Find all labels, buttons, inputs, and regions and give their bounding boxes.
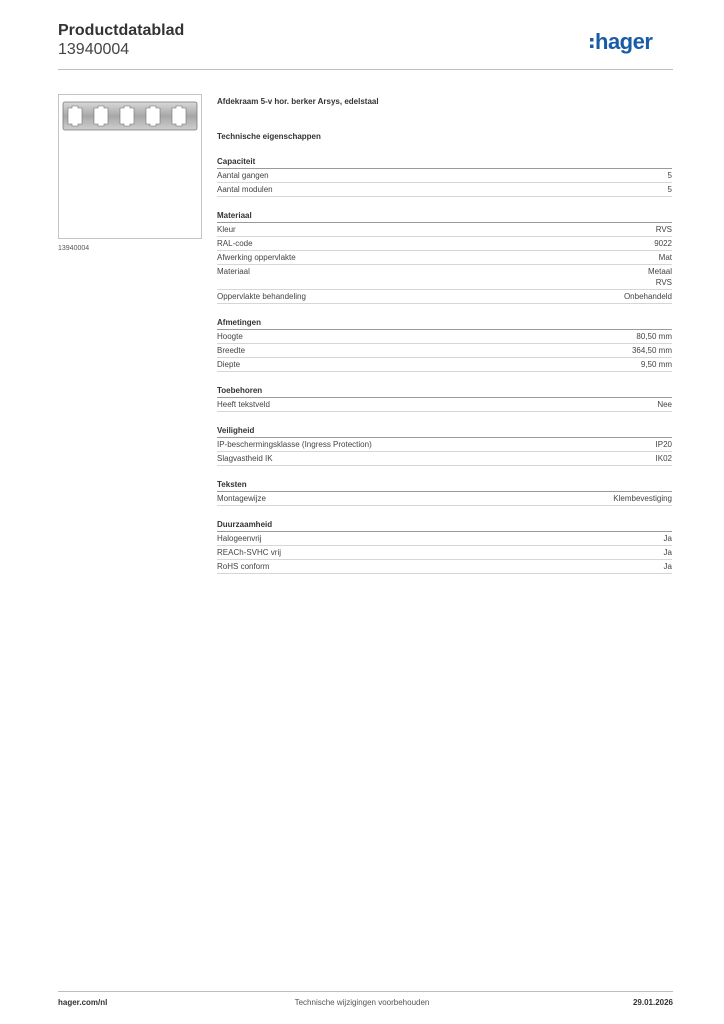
spec-label: Oppervlakte behandeling bbox=[217, 292, 306, 301]
group-capaciteit bbox=[217, 156, 672, 197]
group-title: Duurzaamheid bbox=[217, 519, 672, 532]
group-title: Teksten bbox=[217, 479, 672, 492]
group-duurzaamheid bbox=[217, 519, 672, 574]
spec-row bbox=[217, 265, 672, 290]
footer-disclaimer: Technische wijzigingen voorbehouden bbox=[294, 998, 430, 1007]
spec-label: IP-beschermingsklasse (Ingress Protection) bbox=[217, 440, 372, 449]
spec-row bbox=[217, 358, 672, 372]
footer-divider bbox=[58, 991, 673, 992]
spec-row bbox=[217, 223, 672, 237]
spec-value-secondary: RVS bbox=[655, 278, 672, 287]
spec-row bbox=[217, 330, 672, 344]
logo-text: hager bbox=[595, 30, 653, 54]
group-toebehoren bbox=[217, 385, 672, 412]
header-divider bbox=[58, 69, 673, 70]
spec-row bbox=[217, 532, 672, 546]
spec-label: REACh-SVHC vrij bbox=[217, 548, 282, 557]
page-title: Productdatablad bbox=[58, 22, 185, 39]
spec-value: Ja bbox=[663, 562, 672, 571]
spec-row bbox=[217, 452, 672, 466]
group-title: Veiligheid bbox=[217, 425, 672, 438]
spec-value: 364,50 mm bbox=[631, 346, 672, 355]
spec-row bbox=[217, 251, 672, 265]
hager-logo bbox=[590, 30, 672, 58]
spec-value: Ja bbox=[663, 548, 672, 557]
spec-row bbox=[217, 237, 672, 251]
group-title: Toebehoren bbox=[217, 385, 672, 398]
spec-row bbox=[217, 183, 672, 197]
spec-label: Diepte bbox=[217, 360, 241, 369]
spec-row bbox=[217, 169, 672, 183]
spec-row bbox=[217, 546, 672, 560]
product-image bbox=[62, 100, 198, 132]
spec-label: Montagewijze bbox=[217, 494, 266, 503]
product-name: Afdekraam 5-v hor. berker Arsys, edelstaal bbox=[217, 97, 379, 106]
spec-value: 9,50 mm bbox=[640, 360, 672, 369]
product-number: 13940004 bbox=[58, 41, 130, 58]
spec-row bbox=[217, 560, 672, 574]
spec-label: RoHS conform bbox=[217, 562, 270, 571]
spec-label: Afwerking oppervlakte bbox=[217, 253, 296, 262]
product-image-frame bbox=[58, 94, 202, 239]
spec-label: Halogeenvrij bbox=[217, 534, 262, 543]
technical-properties-heading: Technische eigenschappen bbox=[217, 132, 321, 141]
spec-label: Breedte bbox=[217, 346, 246, 355]
spec-value: Ja bbox=[663, 534, 672, 543]
image-caption: 13940004 bbox=[58, 245, 90, 252]
spec-row bbox=[217, 398, 672, 412]
group-title: Afmetingen bbox=[217, 317, 672, 330]
group-veiligheid bbox=[217, 425, 672, 466]
spec-row bbox=[217, 344, 672, 358]
spec-value: Klembevestiging bbox=[613, 494, 672, 503]
spec-label: Heeft tekstveld bbox=[217, 400, 270, 409]
spec-value: Onbehandeld bbox=[623, 292, 672, 301]
spec-value: IP20 bbox=[655, 440, 672, 449]
spec-value: 5 bbox=[667, 185, 672, 194]
footer-website-link[interactable]: hager.com/nl bbox=[58, 998, 108, 1007]
page-header bbox=[58, 22, 674, 68]
group-title: Materiaal bbox=[217, 210, 672, 223]
spec-label: Hoogte bbox=[217, 332, 243, 341]
spec-value: 80,50 mm bbox=[636, 332, 672, 341]
spec-value: Metaal bbox=[647, 267, 672, 276]
spec-value: Nee bbox=[657, 400, 672, 409]
spec-value: Mat bbox=[658, 253, 672, 262]
spec-row bbox=[217, 438, 672, 452]
spec-label: Materiaal bbox=[217, 267, 250, 276]
spec-label: RAL-code bbox=[217, 239, 253, 248]
group-materiaal bbox=[217, 210, 672, 304]
product-details bbox=[217, 96, 672, 574]
spec-value: 5 bbox=[667, 171, 672, 180]
spec-value: IK02 bbox=[655, 454, 672, 463]
spec-row bbox=[217, 492, 672, 506]
group-teksten bbox=[217, 479, 672, 506]
spec-value: RVS bbox=[655, 225, 672, 234]
group-title: Capaciteit bbox=[217, 156, 672, 169]
spec-value: 9022 bbox=[654, 239, 672, 248]
spec-row bbox=[217, 290, 672, 304]
spec-label: Slagvastheid IK bbox=[217, 454, 273, 463]
group-afmetingen bbox=[217, 317, 672, 372]
footer-date: 29.01.2026 bbox=[632, 998, 673, 1007]
spec-value-multi bbox=[648, 266, 672, 288]
spec-label: Aantal modulen bbox=[217, 185, 273, 194]
spec-label: Kleur bbox=[217, 225, 236, 234]
spec-label: Aantal gangen bbox=[217, 171, 269, 180]
